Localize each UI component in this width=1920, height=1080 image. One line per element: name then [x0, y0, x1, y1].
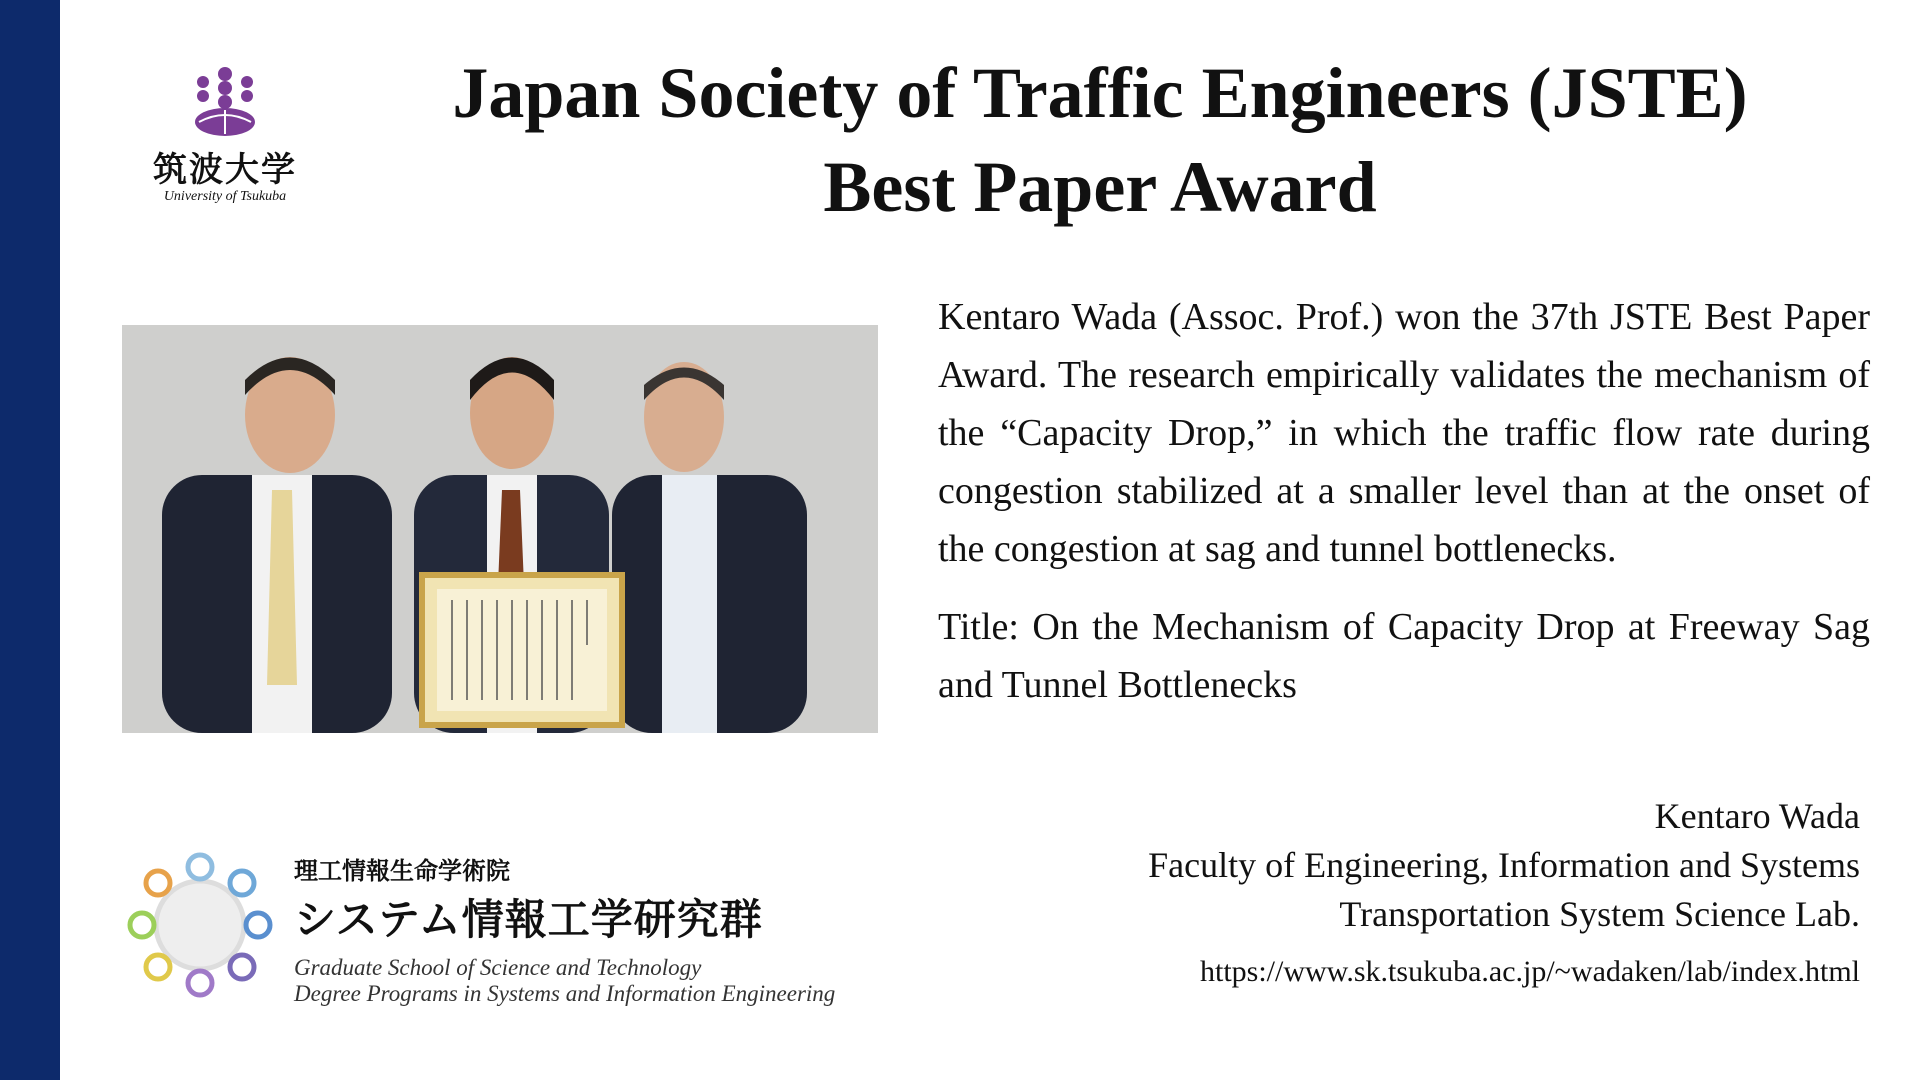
university-logo [145, 60, 305, 210]
award-description [938, 288, 1870, 734]
department-logo [120, 845, 950, 1015]
department-name-jp-large: システム情報工学研究群 [294, 895, 763, 944]
lab-url-link[interactable]: https://www.sk.tsukuba.ac.jp/~wadaken/lab/index.html [1199, 955, 1860, 988]
paper-title-paragraph: Title: On the Mechanism of Capacity Drop at Freeway Sag and Tunnel Bottlenecks [938, 606, 1870, 706]
description-paragraph: Kentaro Wada (Assoc. Prof.) won the 37th JSTE Best Paper Award. The research empirically validates the mechanism of the “Capacity Drop,” in which the traffic flow rate during congestion stabilized at a smaller level than at the onset of the congestion at sag and tunnel bottlenecks. [938, 296, 1870, 570]
university-name-jp: 筑波大学 [153, 150, 297, 190]
signature-block [1148, 792, 1860, 996]
department-name-jp-small: 理工情報生命学術院 [294, 857, 510, 885]
department-name-en-line2: Degree Programs in Systems and Information Engineering [294, 981, 836, 1006]
page-title [340, 46, 1860, 234]
paulownia-crest-icon [185, 60, 265, 138]
university-name-en: University of Tsukuba [163, 189, 287, 204]
award-photo [122, 325, 878, 733]
author-name: Kentaro Wada [1654, 796, 1860, 836]
department-name-en-line1: Graduate School of Science and Technology [294, 955, 702, 980]
snowflake-emblem-icon [120, 845, 280, 1005]
award-certificate [422, 575, 622, 725]
title-line-2: Best Paper Award [823, 147, 1377, 227]
faculty-name: Faculty of Engineering, Information and Systems [1148, 845, 1860, 885]
lab-name: Transportation System Science Lab. [1339, 894, 1860, 934]
title-line-1: Japan Society of Traffic Engineers (JSTE) [452, 53, 1748, 133]
sidebar-band [0, 0, 60, 1080]
